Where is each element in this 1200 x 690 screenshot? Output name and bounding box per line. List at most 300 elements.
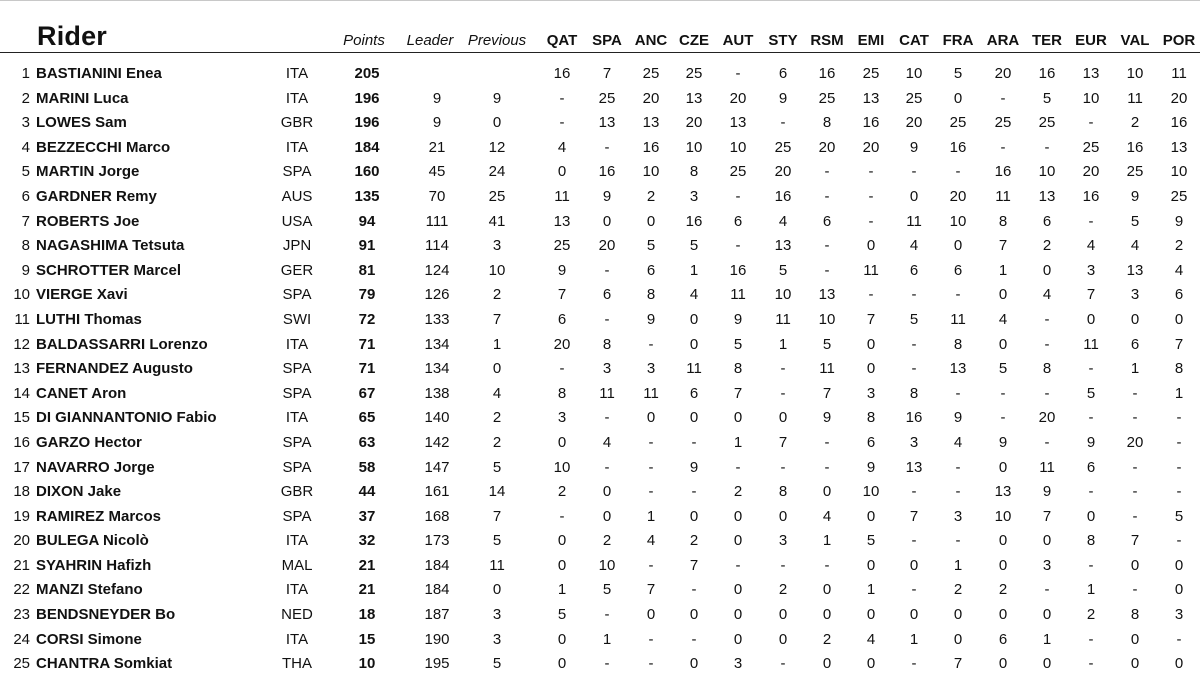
rider-points: 81 — [358, 261, 376, 279]
points-column-header: Points — [343, 32, 385, 49]
race-result-eur: - — [1088, 409, 1094, 427]
gap-to-leader: 111 — [425, 212, 449, 230]
gap-to-leader: 173 — [424, 532, 450, 550]
race-result-anc: 10 — [642, 163, 660, 181]
gap-to-leader: 142 — [424, 433, 450, 451]
race-header-qat: QAT — [546, 32, 578, 49]
rider-position: 21 — [13, 556, 30, 574]
race-result-cze: 16 — [685, 212, 703, 230]
table-row — [0, 652, 1200, 677]
race-result-cat: 5 — [909, 310, 919, 328]
race-result-val: 2 — [1130, 114, 1140, 132]
race-result-cze: 5 — [689, 237, 699, 255]
race-result-cat: - — [911, 163, 917, 181]
rider-points: 135 — [354, 187, 380, 205]
race-result-por: 0 — [1174, 310, 1184, 328]
race-result-cze: 4 — [689, 286, 699, 304]
table-row — [0, 529, 1200, 554]
race-result-eur: - — [1088, 114, 1094, 132]
rider-position: 25 — [13, 655, 30, 673]
race-result-val: 8 — [1130, 606, 1140, 624]
rider-points: 94 — [358, 212, 376, 230]
race-result-sty: 25 — [774, 138, 792, 156]
gap-to-leader: 161 — [424, 483, 450, 501]
gap-to-previous: 7 — [492, 507, 502, 525]
race-result-anc: - — [648, 655, 654, 673]
race-result-cze: 0 — [689, 507, 699, 525]
race-result-ter: 0 — [1042, 655, 1052, 673]
race-result-ara: 4 — [998, 310, 1008, 328]
race-result-sty: 20 — [774, 163, 792, 181]
race-result-eur: 4 — [1086, 237, 1096, 255]
race-result-val: 0 — [1130, 655, 1140, 673]
race-result-emi: 11 — [863, 261, 879, 279]
race-result-val: 6 — [1130, 335, 1140, 353]
rider-nation: GBR — [280, 483, 314, 501]
rider-points: 15 — [358, 630, 376, 648]
rider-position: 2 — [21, 89, 30, 107]
race-result-val: - — [1132, 458, 1138, 476]
rider-name: BENDSNEYDER Bo — [36, 606, 176, 624]
table-row — [0, 160, 1200, 185]
race-result-ter: 4 — [1042, 286, 1052, 304]
race-result-qat: 16 — [553, 65, 571, 82]
race-result-cze: 0 — [689, 409, 699, 427]
race-result-emi: 10 — [862, 483, 880, 501]
race-result-aut: 0 — [733, 507, 743, 525]
race-result-qat: 6 — [557, 310, 567, 328]
race-result-spa: 10 — [598, 556, 616, 574]
rider-name: GARZO Hector — [36, 433, 142, 451]
gap-to-leader: 114 — [425, 237, 449, 255]
rider-name: GARDNER Remy — [36, 187, 157, 205]
race-result-emi: 0 — [866, 335, 876, 353]
rider-nation: THA — [282, 655, 312, 673]
race-result-rsm: 0 — [822, 483, 832, 501]
race-result-anc: - — [648, 630, 654, 648]
race-result-spa: - — [604, 409, 610, 427]
race-result-sty: 0 — [778, 409, 788, 427]
race-result-spa: 25 — [598, 89, 616, 107]
race-result-cat: 3 — [909, 433, 919, 451]
race-result-qat: 4 — [557, 138, 567, 156]
race-result-val: 5 — [1130, 212, 1140, 230]
race-result-ter: 1 — [1042, 630, 1052, 648]
rider-position: 24 — [13, 630, 30, 648]
race-result-aut: 11 — [730, 286, 746, 304]
race-result-rsm: 5 — [822, 335, 832, 353]
race-result-emi: 0 — [866, 237, 876, 255]
race-result-cat: - — [911, 581, 917, 599]
race-result-sty: - — [780, 360, 786, 378]
race-result-cze: 0 — [689, 335, 699, 353]
race-result-emi: 0 — [866, 655, 876, 673]
race-header-val: VAL — [1120, 32, 1150, 49]
race-result-rsm: 0 — [822, 606, 832, 624]
gap-to-previous: 4 — [492, 384, 502, 402]
race-result-emi: 20 — [862, 138, 880, 156]
race-result-spa: 8 — [602, 335, 612, 353]
race-result-por: 1 — [1174, 384, 1184, 402]
rider-name: BASTIANINI Enea — [36, 65, 162, 82]
race-result-qat: 1 — [557, 581, 567, 599]
race-result-rsm: 1 — [822, 532, 832, 550]
rider-nation: GBR — [280, 114, 314, 132]
race-result-fra: 0 — [953, 237, 963, 255]
race-result-rsm: 25 — [818, 89, 836, 107]
race-result-sty: 11 — [775, 310, 791, 328]
race-result-cze: - — [691, 581, 697, 599]
rider-points: 67 — [358, 384, 376, 402]
leader-column-header: Leader — [406, 32, 454, 49]
rider-name: NAVARRO Jorge — [36, 458, 155, 476]
gap-to-previous: 2 — [492, 286, 502, 304]
race-result-qat: 0 — [557, 655, 567, 673]
rider-position: 17 — [13, 458, 30, 476]
table-row — [0, 259, 1200, 284]
race-result-ara: - — [1000, 409, 1006, 427]
race-result-fra: - — [955, 384, 961, 402]
race-result-por: - — [1176, 433, 1182, 451]
race-result-ter: 5 — [1042, 89, 1052, 107]
table-row — [0, 234, 1200, 259]
race-result-aut: 0 — [733, 532, 743, 550]
table-row — [0, 603, 1200, 628]
race-result-aut: 1 — [733, 433, 743, 451]
race-result-por: 8 — [1174, 360, 1184, 378]
race-result-anc: 7 — [646, 581, 656, 599]
table-row — [0, 505, 1200, 530]
race-result-ara: 0 — [998, 458, 1008, 476]
race-result-fra: - — [955, 286, 961, 304]
gap-to-previous: 11 — [489, 556, 505, 574]
gap-to-previous: 0 — [492, 114, 502, 132]
rider-points: 71 — [358, 360, 376, 378]
race-result-por: 7 — [1174, 335, 1184, 353]
race-result-sty: 6 — [778, 65, 788, 82]
race-result-ara: 25 — [994, 114, 1012, 132]
gap-to-previous: 3 — [492, 237, 502, 255]
race-result-cat: 9 — [909, 138, 919, 156]
race-result-ara: 8 — [998, 212, 1008, 230]
gap-to-previous: 0 — [492, 360, 502, 378]
rider-position: 23 — [13, 606, 30, 624]
rider-name: DIXON Jake — [36, 483, 122, 501]
race-result-sty: 10 — [774, 286, 792, 304]
race-result-fra: 2 — [953, 581, 963, 599]
race-result-cze: 25 — [685, 65, 703, 82]
rider-points: 79 — [358, 286, 376, 304]
race-result-fra: 7 — [953, 655, 963, 673]
race-result-val: 4 — [1130, 237, 1140, 255]
rider-name: CHANTRA Somkiat — [36, 655, 173, 673]
race-result-por: 16 — [1170, 114, 1188, 132]
race-result-eur: 0 — [1086, 507, 1096, 525]
race-result-emi: - — [868, 286, 874, 304]
gap-to-leader: 147 — [424, 458, 450, 476]
race-result-por: 6 — [1174, 286, 1184, 304]
race-result-ara: 5 — [998, 360, 1008, 378]
gap-to-leader: 45 — [428, 163, 446, 181]
gap-to-previous: 3 — [492, 630, 502, 648]
rider-name: BEZZECCHI Marco — [36, 138, 171, 156]
rider-nation: NED — [281, 606, 313, 624]
race-result-cze: 1 — [689, 261, 699, 279]
race-result-cat: 7 — [909, 507, 919, 525]
race-result-ara: 1 — [998, 261, 1008, 279]
gap-to-leader: 21 — [428, 138, 446, 156]
race-result-spa: 4 — [602, 433, 612, 451]
rider-points: 196 — [354, 114, 380, 132]
race-result-emi: 0 — [866, 606, 876, 624]
race-result-ara: 10 — [994, 507, 1012, 525]
race-result-eur: 20 — [1082, 163, 1100, 181]
race-result-val: 1 — [1130, 360, 1140, 378]
race-result-cze: - — [691, 630, 697, 648]
gap-to-previous: 24 — [488, 163, 506, 181]
table-row — [0, 628, 1200, 653]
race-result-eur: - — [1088, 360, 1094, 378]
rider-nation: SWI — [282, 310, 312, 328]
race-result-val: - — [1132, 483, 1138, 501]
race-result-cze: 7 — [689, 556, 699, 574]
race-result-qat: - — [559, 360, 565, 378]
race-result-cat: 13 — [905, 458, 923, 476]
race-result-val: - — [1132, 581, 1138, 599]
gap-to-previous: 2 — [492, 433, 502, 451]
top-border — [0, 0, 1200, 1]
gap-to-leader: 124 — [424, 261, 450, 279]
race-result-spa: 1 — [602, 630, 612, 648]
table-row — [0, 554, 1200, 579]
race-result-aut: - — [735, 187, 741, 205]
race-result-aut: 20 — [729, 89, 747, 107]
race-result-ara: 0 — [998, 606, 1008, 624]
race-result-por: - — [1176, 630, 1182, 648]
rider-name: DI GIANNANTONIO Fabio — [36, 409, 217, 427]
race-result-val: 25 — [1126, 163, 1144, 181]
rider-column-header: Rider — [37, 21, 108, 51]
rider-name: RAMIREZ Marcos — [36, 507, 162, 525]
gap-to-previous: 2 — [492, 409, 502, 427]
race-result-qat: 0 — [557, 163, 567, 181]
race-result-sty: 3 — [778, 532, 788, 550]
rider-points: 71 — [358, 335, 376, 353]
race-result-sty: 0 — [778, 606, 788, 624]
race-header-eur: EUR — [1075, 32, 1107, 49]
rider-nation: SPA — [282, 286, 312, 304]
rider-position: 10 — [13, 286, 30, 304]
race-result-sty: 13 — [774, 237, 792, 255]
race-result-fra: 11 — [950, 310, 966, 328]
race-result-aut: 2 — [733, 483, 743, 501]
rider-name: CANET Aron — [36, 384, 127, 402]
table-row — [0, 406, 1200, 431]
race-result-cat: 20 — [905, 114, 923, 132]
race-result-eur: - — [1088, 556, 1094, 574]
race-result-rsm: 7 — [822, 384, 832, 402]
rider-nation: ITA — [285, 630, 309, 648]
race-result-anc: - — [648, 458, 654, 476]
race-result-ter: 9 — [1042, 483, 1052, 501]
table-row — [0, 456, 1200, 481]
gap-to-previous: 1 — [492, 335, 502, 353]
race-result-rsm: - — [824, 261, 830, 279]
race-result-eur: - — [1088, 212, 1094, 230]
rider-name: LUTHI Thomas — [36, 310, 142, 328]
rider-nation: ITA — [285, 138, 309, 156]
gap-to-previous: 7 — [492, 310, 502, 328]
race-result-eur: 8 — [1086, 532, 1096, 550]
race-result-qat: 5 — [557, 606, 567, 624]
gap-to-leader: 195 — [424, 655, 450, 673]
race-result-fra: 6 — [953, 261, 963, 279]
gap-to-leader: 70 — [428, 187, 446, 205]
race-result-aut: 0 — [733, 630, 743, 648]
race-result-emi: 25 — [862, 65, 880, 82]
race-result-anc: 20 — [642, 89, 660, 107]
race-result-ara: 0 — [998, 286, 1008, 304]
race-result-ara: - — [1000, 384, 1006, 402]
race-result-qat: 2 — [557, 483, 567, 501]
race-result-por: 10 — [1170, 163, 1188, 181]
race-result-ter: - — [1044, 384, 1050, 402]
race-result-spa: - — [604, 310, 610, 328]
race-result-cat: - — [911, 483, 917, 501]
race-result-cze: 10 — [685, 138, 703, 156]
race-result-anc: - — [648, 335, 654, 353]
race-result-spa: 2 — [602, 532, 612, 550]
race-result-eur: 6 — [1086, 458, 1096, 476]
race-result-aut: - — [735, 65, 741, 82]
race-result-por: 4 — [1174, 261, 1184, 279]
race-result-cat: 16 — [905, 409, 923, 427]
race-result-spa: 13 — [598, 114, 616, 132]
race-result-cze: - — [691, 433, 697, 451]
rider-nation: SPA — [282, 433, 312, 451]
race-header-anc: ANC — [634, 32, 668, 49]
race-result-por: 0 — [1174, 581, 1184, 599]
race-result-qat: 10 — [553, 458, 571, 476]
race-result-emi: - — [868, 212, 874, 230]
race-result-aut: 10 — [729, 138, 747, 156]
race-result-cze: 11 — [686, 360, 702, 378]
race-result-anc: 0 — [646, 409, 656, 427]
race-result-fra: 5 — [953, 65, 963, 82]
race-result-rsm: - — [824, 187, 830, 205]
race-result-anc: 25 — [642, 65, 660, 82]
race-result-cat: 25 — [905, 89, 923, 107]
race-result-sty: 4 — [778, 212, 788, 230]
rider-nation: ITA — [285, 532, 309, 550]
gap-to-leader: 168 — [424, 507, 450, 525]
race-result-sty: - — [780, 458, 786, 476]
rider-position: 4 — [21, 138, 30, 156]
rider-position: 3 — [21, 114, 30, 132]
gap-to-leader: 126 — [424, 286, 450, 304]
race-result-val: 10 — [1126, 65, 1144, 82]
race-header-spa: SPA — [592, 32, 622, 49]
rider-points: 205 — [354, 65, 380, 82]
rider-points: 160 — [354, 163, 380, 181]
race-result-aut: 25 — [729, 163, 747, 181]
race-result-qat: - — [559, 89, 565, 107]
race-result-ter: - — [1044, 581, 1050, 599]
race-result-emi: 0 — [866, 507, 876, 525]
race-result-por: 11 — [1171, 65, 1187, 82]
race-result-qat: 8 — [557, 384, 567, 402]
gap-to-previous: 5 — [492, 655, 502, 673]
race-result-ter: 3 — [1042, 556, 1052, 574]
race-result-spa: - — [604, 261, 610, 279]
race-result-rsm: 0 — [822, 655, 832, 673]
gap-to-previous: 5 — [492, 532, 502, 550]
race-result-aut: 16 — [729, 261, 747, 279]
race-result-por: 5 — [1174, 507, 1184, 525]
race-result-por: 25 — [1170, 187, 1188, 205]
gap-to-previous: 25 — [488, 187, 506, 205]
gap-to-previous: 9 — [492, 89, 502, 107]
race-result-cat: - — [911, 360, 917, 378]
race-result-rsm: 0 — [822, 581, 832, 599]
rider-nation: SPA — [282, 360, 312, 378]
race-result-emi: 5 — [866, 532, 876, 550]
race-result-eur: 7 — [1086, 286, 1096, 304]
rider-position: 8 — [21, 237, 30, 255]
race-result-cat: 11 — [906, 212, 922, 230]
race-result-fra: 3 — [953, 507, 963, 525]
rider-name: SYAHRIN Hafizh — [36, 556, 152, 574]
race-result-ter: 0 — [1042, 606, 1052, 624]
standings-table — [0, 62, 1200, 677]
race-result-fra: 9 — [953, 409, 963, 427]
race-result-por: 20 — [1170, 89, 1188, 107]
race-result-ter: 8 — [1042, 360, 1052, 378]
race-result-fra: 8 — [953, 335, 963, 353]
race-result-anc: 5 — [646, 237, 656, 255]
race-result-sty: - — [780, 114, 786, 132]
gap-to-previous: 12 — [488, 138, 506, 156]
race-result-por: - — [1176, 483, 1182, 501]
race-result-spa: - — [604, 606, 610, 624]
race-result-cat: - — [911, 286, 917, 304]
race-result-qat: 7 — [557, 286, 567, 304]
table-row — [0, 431, 1200, 456]
race-result-rsm: 20 — [818, 138, 836, 156]
race-result-ter: 7 — [1042, 507, 1052, 525]
gap-to-leader: 9 — [432, 114, 442, 132]
race-result-val: - — [1132, 507, 1138, 525]
gap-to-leader: 184 — [424, 581, 450, 599]
race-result-sty: 8 — [778, 483, 788, 501]
race-result-qat: 11 — [554, 187, 570, 205]
race-result-rsm: 6 — [822, 212, 832, 230]
table-row — [0, 185, 1200, 210]
gap-to-leader: 184 — [424, 556, 450, 574]
race-result-ter: 2 — [1042, 237, 1052, 255]
race-result-spa: 20 — [598, 237, 616, 255]
race-result-por: 13 — [1170, 138, 1188, 156]
table-row — [0, 308, 1200, 333]
race-result-rsm: 9 — [822, 409, 832, 427]
race-result-spa: 16 — [598, 163, 616, 181]
table-row — [0, 136, 1200, 161]
race-result-eur: 0 — [1086, 310, 1096, 328]
race-result-aut: 9 — [733, 310, 743, 328]
rider-name: MARTIN Jorge — [36, 163, 140, 181]
gap-to-previous: 5 — [492, 458, 502, 476]
race-result-ter: - — [1044, 335, 1050, 353]
